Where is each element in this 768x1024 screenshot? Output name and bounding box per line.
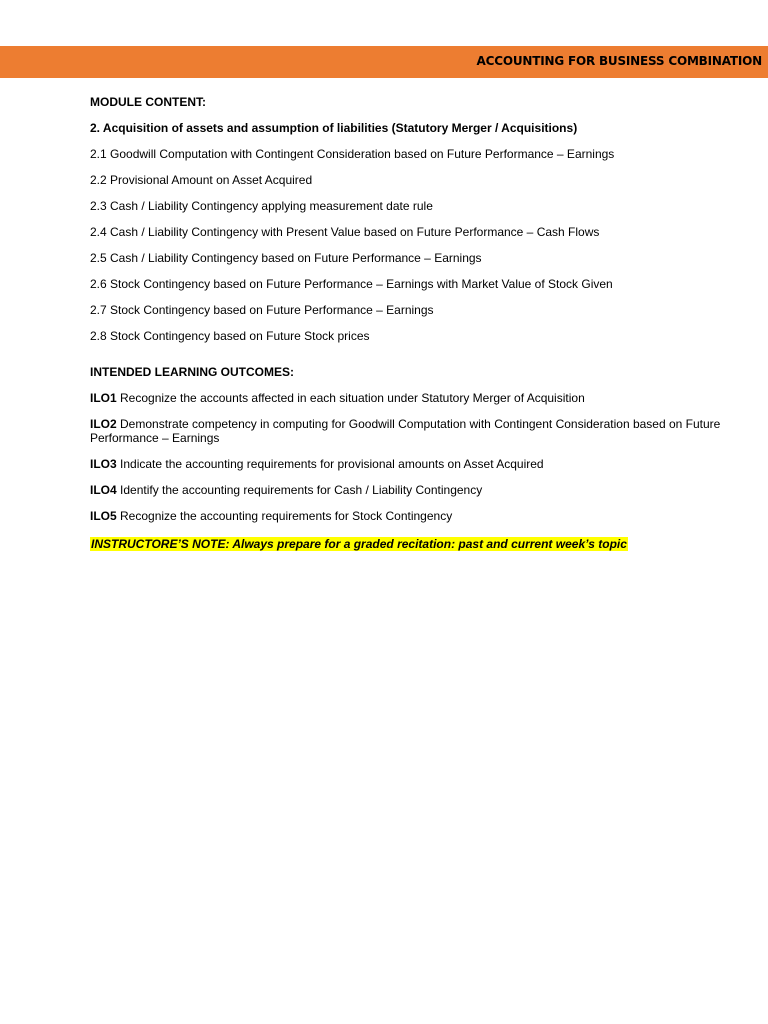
topic-item: 2.8 Stock Contingency based on Future Stock prices [90, 329, 370, 343]
learning-outcome-item [90, 457, 730, 471]
topic-item: 2.5 Cash / Liability Contingency based on Future Performance – Earnings [90, 251, 482, 265]
topic-list [90, 147, 730, 343]
learning-outcome-item [90, 417, 730, 445]
topic-item: 2.7 Stock Contingency based on Future Performance – Earnings [90, 303, 434, 317]
topic-heading: 2. Acquisition of assets and assumption of liabilities (Statutory Merger / Acquisitions) [90, 121, 578, 135]
outcome-code: ILO2 [90, 417, 117, 431]
outcome-code: ILO4 [90, 483, 117, 497]
outcome-text: Identify the accounting requirements for Cash / Liability Contingency [120, 483, 483, 497]
outcome-text: Indicate the accounting requirements for provisional amounts on Asset Acquired [120, 457, 544, 471]
outcome-text: Recognize the accounts affected in each situation under Statutory Merger of Acquisition [120, 391, 585, 405]
outcome-code: ILO3 [90, 457, 117, 471]
instructor-note: INSTRUCTORE’S NOTE: Always prepare for a graded recitation: past and current week’s topic [91, 537, 627, 551]
topic-item: 2.6 Stock Contingency based on Future Performance – Earnings with Market Value of Stock Given [90, 277, 613, 291]
module-content-heading: MODULE CONTENT: [90, 95, 206, 109]
document-title: ACCOUNTING FOR BUSINESS COMBINATION [476, 54, 762, 68]
learning-outcome-item [90, 509, 730, 523]
learning-outcome-item [90, 483, 730, 497]
outcome-text: Recognize the accounting requirements for Stock Contingency [120, 509, 453, 523]
topic-item: 2.1 Goodwill Computation with Contingent Consideration based on Future Performance – Earnings [90, 147, 615, 161]
document-body [90, 95, 730, 551]
outcome-text: Demonstrate competency in computing for Goodwill Computation with Contingent Consideration based on Future Performance – Earnings [90, 417, 721, 445]
topic-item: 2.4 Cash / Liability Contingency with Present Value based on Future Performance – Cash Flows [90, 225, 600, 239]
learning-outcomes-heading: INTENDED LEARNING OUTCOMES: [90, 365, 294, 379]
outcome-code: ILO5 [90, 509, 117, 523]
header-band [0, 46, 768, 78]
outcome-code: ILO1 [90, 391, 117, 405]
topic-item: 2.3 Cash / Liability Contingency applying measurement date rule [90, 199, 433, 213]
learning-outcome-item [90, 391, 730, 405]
topic-item: 2.2 Provisional Amount on Asset Acquired [90, 173, 313, 187]
learning-outcomes-list [90, 391, 730, 523]
